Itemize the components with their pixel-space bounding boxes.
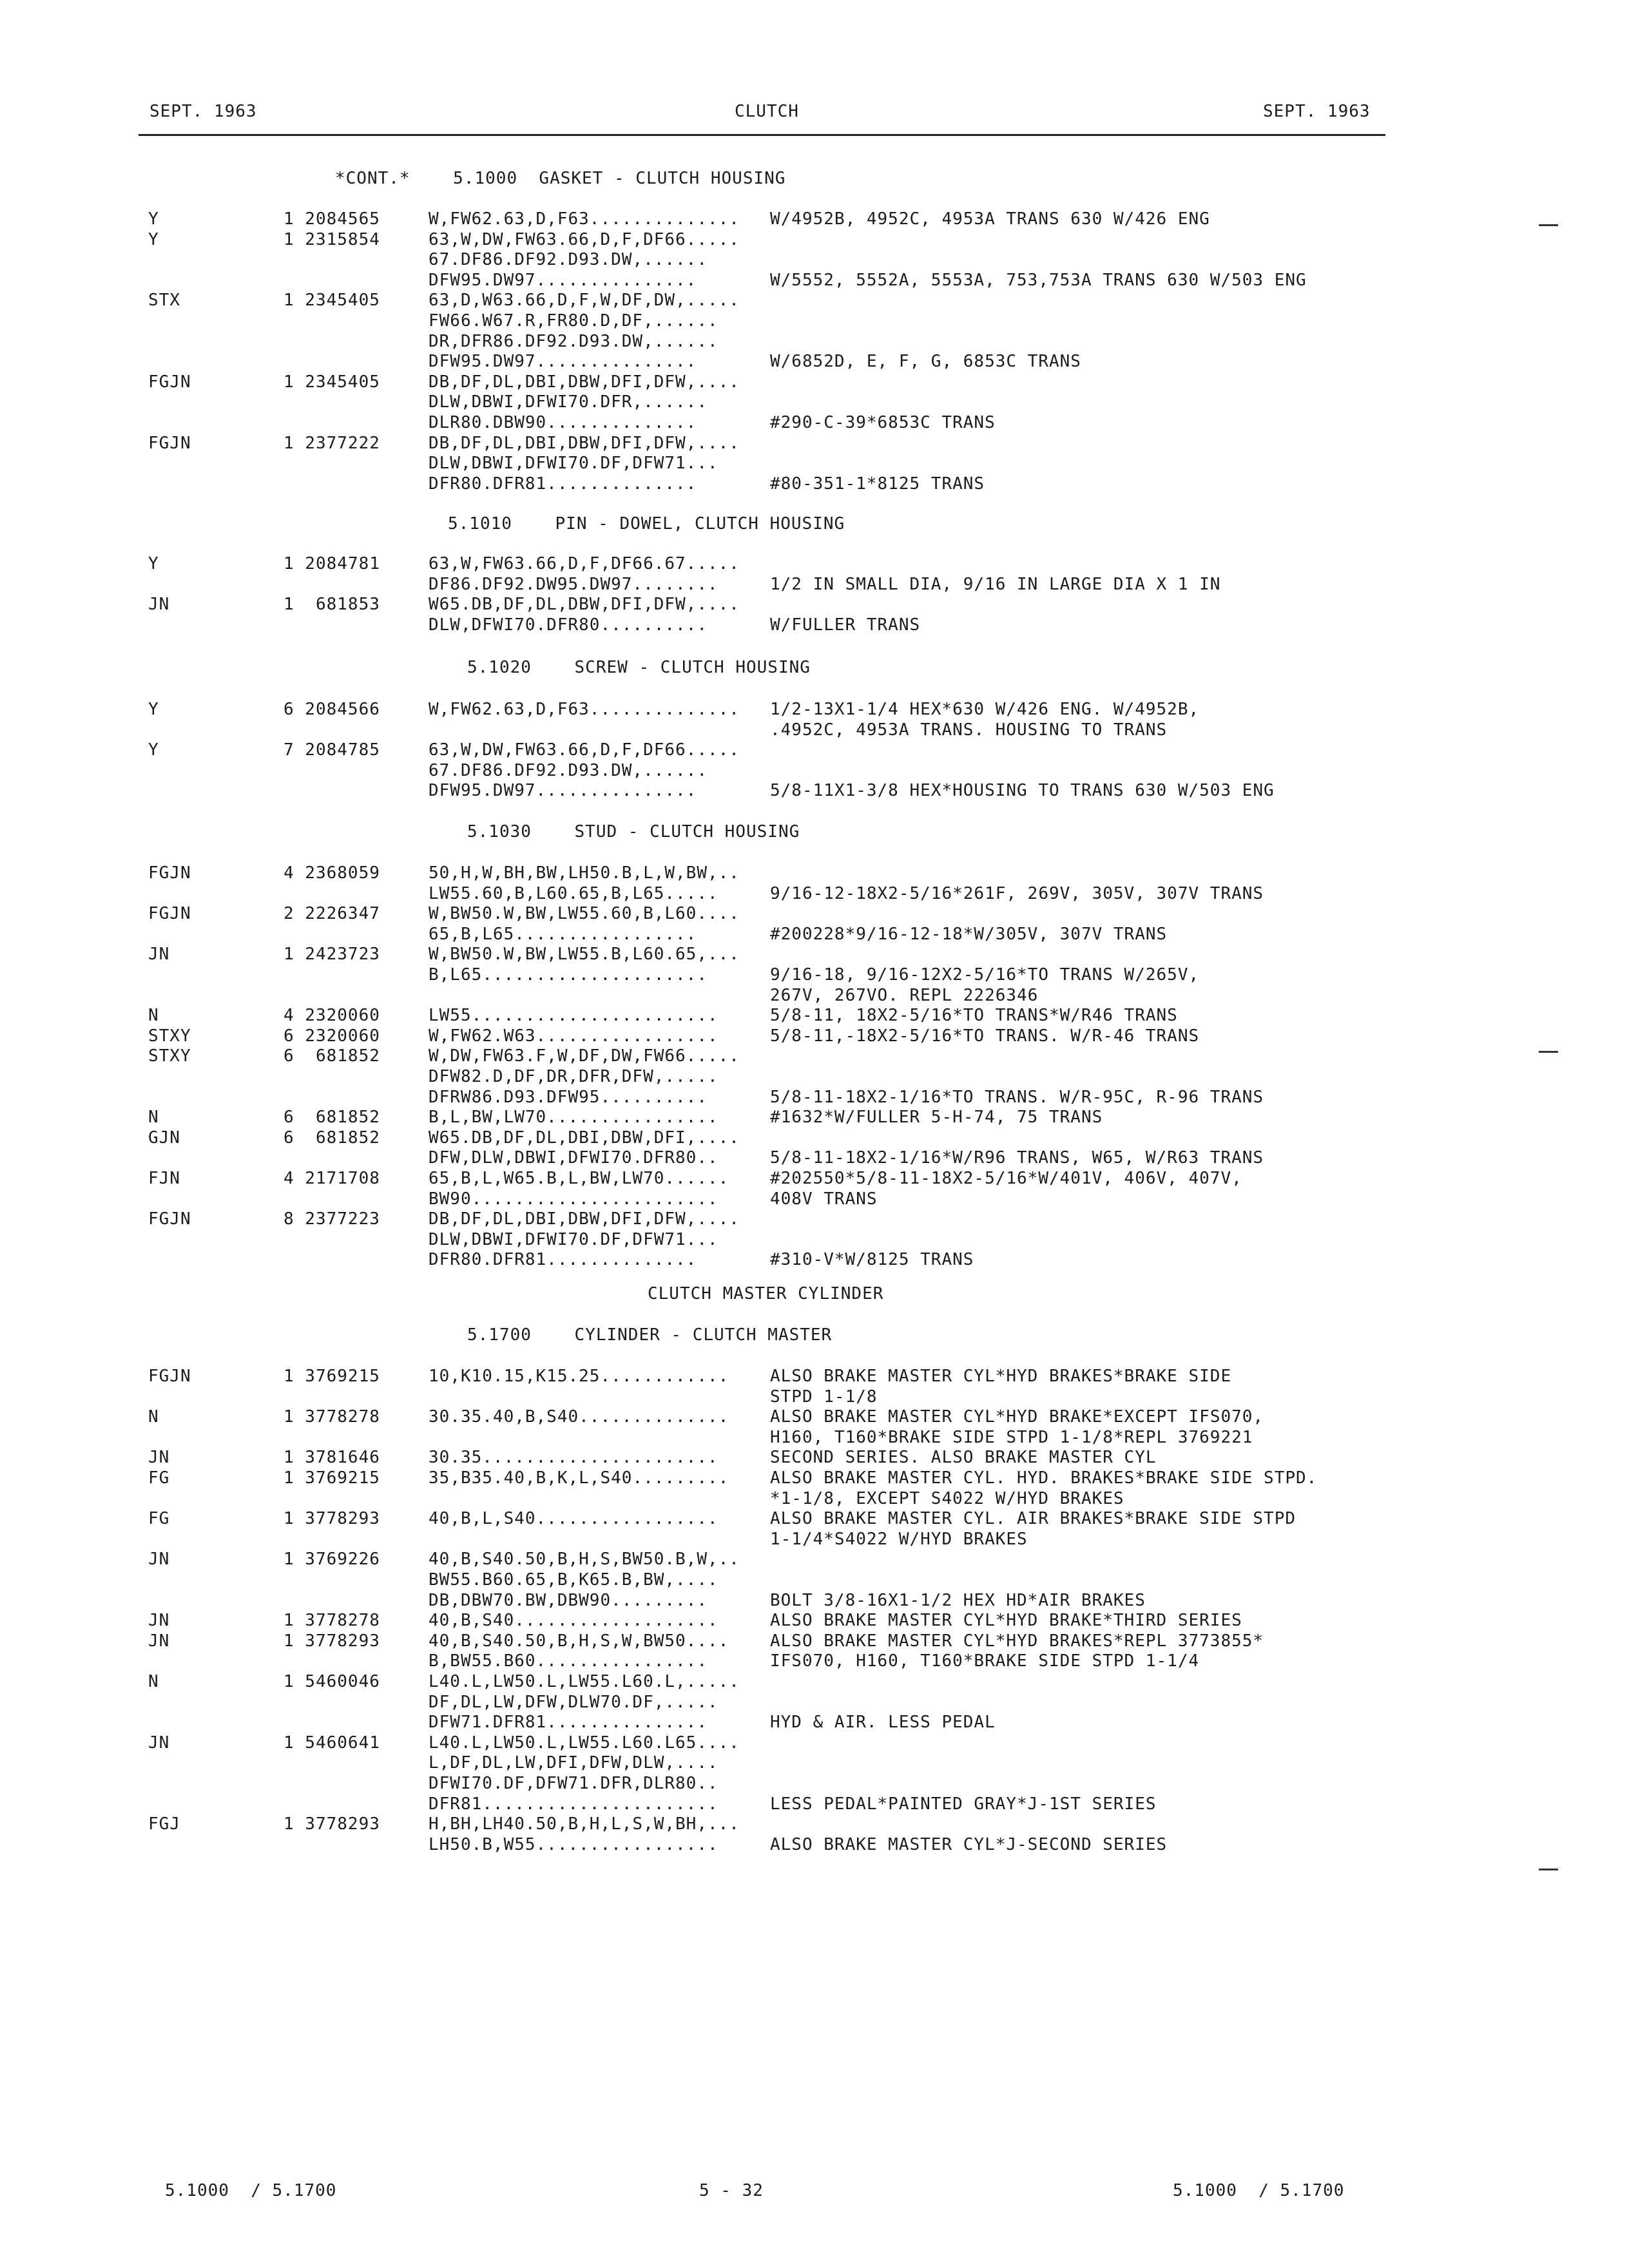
part-number: 1 3781646 [284, 1448, 380, 1468]
model-applicability: B,BW55.B60................ [429, 1651, 708, 1671]
model-applicability: 63,D,W63.66,D,F,W,DF,DW,..... [429, 291, 740, 311]
vehicle-code: FGJN [148, 1367, 191, 1386]
part-description: #80-351-1*8125 TRANS [770, 474, 985, 494]
model-applicability: DFW71.DFR81............... [429, 1713, 708, 1733]
header-title: CLUTCH [735, 102, 799, 121]
part-number: 1 2084565 [284, 209, 380, 229]
model-applicability: W,FW62.63,D,F63.............. [429, 700, 740, 719]
part-number: 1 2315854 [284, 229, 380, 249]
part-description: .4952C, 4953A TRANS. HOUSING TO TRANS [770, 720, 1168, 740]
part-description: W/6852D, E, F, G, 6853C TRANS [770, 352, 1081, 372]
part-description: 1/2-13X1-1/4 HEX*630 W/426 ENG. W/4952B, [770, 700, 1200, 719]
part-description: 1-1/4*S4022 W/HYD BRAKES [770, 1529, 1028, 1549]
model-applicability: DFW95.DW97............... [429, 270, 697, 290]
part-number: 6 681852 [284, 1046, 380, 1066]
part-number: 1 3769215 [284, 1367, 380, 1386]
model-applicability: FW66.W67.R,FR80.D,DF,...... [429, 311, 718, 331]
model-applicability: DLW,DBWI,DFWI70.DF,DFW71... [429, 454, 718, 474]
model-applicability: 65,B,L,W65.B,L,BW,LW70...... [429, 1169, 729, 1188]
vehicle-code: FGJN [148, 904, 191, 924]
model-applicability: 67.DF86.DF92.D93.DW,...... [429, 760, 708, 780]
model-applicability: DB,DF,DL,DBI,DBW,DFI,DFW,.... [429, 372, 740, 392]
part-number: 2 2226347 [284, 904, 380, 924]
vehicle-code: Y [148, 700, 159, 719]
part-number: 1 2377222 [284, 433, 380, 453]
vehicle-code: Y [148, 740, 159, 760]
part-description: ALSO BRAKE MASTER CYL*HYD BRAKE*EXCEPT IFS070, [770, 1407, 1264, 1427]
header-rule [139, 134, 1385, 136]
vehicle-code: N [148, 1006, 159, 1026]
model-applicability: 63,W,FW63.66,D,F,DF66.67..... [429, 554, 740, 573]
model-applicability: LW55.60,B,L60.65,B,L65..... [429, 883, 718, 903]
model-applicability: 30.35.40,B,S40.............. [429, 1407, 729, 1427]
model-applicability: DFRW86.D93.DFW95.......... [429, 1087, 708, 1107]
part-number: 1 2345405 [284, 291, 380, 311]
part-description: ALSO BRAKE MASTER CYL. HYD. BRAKES*BRAKE SIDE STPD. [770, 1468, 1318, 1488]
part-number: 1 3769226 [284, 1550, 380, 1570]
part-description: 9/16-12-18X2-5/16*261F, 269V, 305V, 307V TRANS [770, 883, 1264, 903]
part-number: 4 2171708 [284, 1169, 380, 1188]
part-description: #200228*9/16-12-18*W/305V, 307V TRANS [770, 924, 1168, 944]
vehicle-code: FGJN [148, 372, 191, 392]
part-number: 1 3778278 [284, 1611, 380, 1631]
vehicle-code: N [148, 1672, 159, 1691]
model-applicability: DLW,DBWI,DFWI70.DF,DFW71... [429, 1229, 718, 1249]
model-applicability: DFR81...................... [429, 1794, 718, 1814]
part-description: STPD 1-1/8 [770, 1387, 878, 1407]
part-description: HYD & AIR. LESS PEDAL [770, 1713, 996, 1733]
vehicle-code: GJN [148, 1128, 180, 1148]
part-number: 6 681852 [284, 1128, 380, 1148]
model-applicability: DFW82.D,DF,DR,DFR,DFW,..... [429, 1067, 718, 1086]
part-number: 6 681852 [284, 1108, 380, 1128]
part-number: 7 2084785 [284, 740, 380, 760]
vehicle-code: JN [148, 1448, 170, 1468]
model-applicability: DR,DFR86.DF92.D93.DW,...... [429, 331, 718, 351]
vehicle-code: FJN [148, 1169, 180, 1188]
part-number: 1 2345405 [284, 372, 380, 392]
part-number: 4 2320060 [284, 1006, 380, 1026]
model-applicability: DFW95.DW97............... [429, 352, 697, 372]
model-applicability: DLR80.DBW90.............. [429, 413, 697, 432]
part-description: 1/2 IN SMALL DIA, 9/16 IN LARGE DIA X 1 IN [770, 574, 1221, 594]
model-applicability: 10,K10.15,K15.25............ [429, 1367, 729, 1386]
margin-mark [1539, 1051, 1558, 1053]
vehicle-code: FGJN [148, 863, 191, 883]
header-date-left: SEPT. 1963 [149, 102, 257, 121]
part-description: #1632*W/FULLER 5-H-74, 75 TRANS [770, 1108, 1103, 1128]
part-description: ALSO BRAKE MASTER CYL*HYD BRAKE*THIRD SERIES [770, 1611, 1242, 1631]
part-description: 5/8-11,-18X2-5/16*TO TRANS. W/R-46 TRANS [770, 1026, 1200, 1046]
part-number: 1 3778278 [284, 1407, 380, 1427]
vehicle-code: JN [148, 1733, 170, 1753]
vehicle-code: Y [148, 554, 159, 573]
part-description: W/4952B, 4952C, 4953A TRANS 630 W/426 ENG [770, 209, 1210, 229]
model-applicability: 63,W,DW,FW63.66,D,F,DF66..... [429, 229, 740, 249]
section-title: 5.1020 SCREW - CLUTCH HOUSING [467, 658, 811, 677]
vehicle-code: FGJN [148, 433, 191, 453]
vehicle-code: N [148, 1108, 159, 1128]
vehicle-code: FG [148, 1509, 170, 1529]
model-applicability: DB,DBW70.BW,DBW90......... [429, 1590, 708, 1610]
model-applicability: DF86.DF92.DW95.DW97........ [429, 574, 718, 594]
part-description: BOLT 3/8-16X1-1/2 HEX HD*AIR BRAKES [770, 1590, 1146, 1610]
vehicle-code: FGJ [148, 1814, 180, 1834]
model-applicability: 67.DF86.DF92.D93.DW,...... [429, 250, 708, 270]
part-description: 5/8-11-18X2-1/16*TO TRANS. W/R-95C, R-96 TRANS [770, 1087, 1264, 1107]
part-description: 5/8-11X1-3/8 HEX*HOUSING TO TRANS 630 W/503 ENG [770, 781, 1275, 801]
header-date-right: SEPT. 1963 [1263, 102, 1371, 121]
model-applicability: DB,DF,DL,DBI,DBW,DFI,DFW,.... [429, 1209, 740, 1229]
model-applicability: DFW95.DW97............... [429, 781, 697, 801]
part-description: 5/8-11, 18X2-5/16*TO TRANS*W/R46 TRANS [770, 1006, 1178, 1026]
section-title: 5.1030 STUD - CLUTCH HOUSING [467, 822, 800, 841]
vehicle-code: Y [148, 209, 159, 229]
vehicle-code: N [148, 1407, 159, 1427]
part-number: 1 5460641 [284, 1733, 380, 1753]
part-description: IFS070, H160, T160*BRAKE SIDE STPD 1-1/4 [770, 1651, 1200, 1671]
model-applicability: 63,W,DW,FW63.66,D,F,DF66..... [429, 740, 740, 760]
model-applicability: W,FW62.63,D,F63.............. [429, 209, 740, 229]
footer-right: 5.1000 / 5.1700 [1173, 2181, 1345, 2200]
part-description: SECOND SERIES. ALSO BRAKE MASTER CYL [770, 1448, 1157, 1468]
part-description: *1-1/8, EXCEPT S4022 W/HYD BRAKES [770, 1488, 1124, 1508]
part-description: 408V TRANS [770, 1189, 878, 1209]
section-title: *CONT.* 5.1000 GASKET - CLUTCH HOUSING [335, 169, 786, 188]
model-applicability: 30.35...................... [429, 1448, 718, 1468]
model-applicability: 40,B,S40.50,B,H,S,BW50.B,W,.. [429, 1550, 740, 1570]
part-number: 6 2084566 [284, 700, 380, 719]
part-number: 1 681853 [284, 595, 380, 615]
part-number: 8 2377223 [284, 1209, 380, 1229]
section-title: 5.1010 PIN - DOWEL, CLUTCH HOUSING [448, 514, 845, 533]
part-description: W/5552, 5552A, 5553A, 753,753A TRANS 630 W/503 ENG [770, 270, 1307, 290]
model-applicability: L40.L,LW50.L,LW55.L60.L65.... [429, 1733, 740, 1753]
part-number: 1 2084781 [284, 554, 380, 573]
part-description: 9/16-18, 9/16-12X2-5/16*TO TRANS W/265V, [770, 965, 1200, 985]
model-applicability: DFR80.DFR81.............. [429, 474, 697, 494]
vehicle-code: FG [148, 1468, 170, 1488]
model-applicability: DFW,DLW,DBWI,DFWI70.DFR80.. [429, 1148, 718, 1168]
model-applicability: DB,DF,DL,DBI,DBW,DFI,DFW,.... [429, 433, 740, 453]
model-applicability: BW55.B60.65,B,K65.B,BW,.... [429, 1570, 718, 1590]
model-applicability: H,BH,LH40.50,B,H,L,S,W,BH,... [429, 1814, 740, 1834]
model-applicability: W,DW,FW63.F,W,DF,DW,FW66..... [429, 1046, 740, 1066]
part-description: ALSO BRAKE MASTER CYL*HYD BRAKES*BRAKE SIDE [770, 1367, 1232, 1386]
part-number: 1 3769215 [284, 1468, 380, 1488]
part-description: ALSO BRAKE MASTER CYL*HYD BRAKES*REPL 3773855* [770, 1631, 1264, 1651]
vehicle-code: JN [148, 945, 170, 965]
model-applicability: BW90....................... [429, 1189, 718, 1209]
margin-mark [1539, 1869, 1558, 1870]
part-description: #290-C-39*6853C TRANS [770, 413, 996, 432]
part-description: 5/8-11-18X2-1/16*W/R96 TRANS, W65, W/R63 TRANS [770, 1148, 1264, 1168]
vehicle-code: JN [148, 1611, 170, 1631]
vehicle-code: Y [148, 229, 159, 249]
model-applicability: B,L65..................... [429, 965, 708, 985]
part-description: H160, T160*BRAKE SIDE STPD 1-1/8*REPL 3769221 [770, 1427, 1253, 1447]
margin-mark [1539, 224, 1558, 226]
model-applicability: DFWI70.DF,DFW71.DFR,DLR80.. [429, 1774, 718, 1793]
part-number: 1 2423723 [284, 945, 380, 965]
model-applicability: L40.L,LW50.L,LW55.L60.L,..... [429, 1672, 740, 1691]
part-number: 1 3778293 [284, 1509, 380, 1529]
vehicle-code: STXY [148, 1026, 191, 1046]
vehicle-code: JN [148, 1631, 170, 1651]
model-applicability: L,DF,DL,LW,DFI,DFW,DLW,.... [429, 1753, 718, 1773]
model-applicability: W,BW50.W,BW,LW55.B,L60.65,... [429, 945, 740, 965]
model-applicability: W,BW50.W,BW,LW55.60,B,L60.... [429, 904, 740, 924]
model-applicability: 50,H,W,BH,BW,LH50.B,L,W,BW,.. [429, 863, 740, 883]
section-title: CLUTCH MASTER CYLINDER [648, 1284, 884, 1303]
model-applicability: 40,B,S40................... [429, 1611, 718, 1631]
part-number: 1 3778293 [284, 1814, 380, 1834]
vehicle-code: FGJN [148, 1209, 191, 1229]
model-applicability: W65.DB,DF,DL,DBI,DBW,DFI,.... [429, 1128, 740, 1148]
part-number: 1 5460046 [284, 1672, 380, 1691]
part-description: ALSO BRAKE MASTER CYL*J-SECOND SERIES [770, 1834, 1168, 1854]
part-number: 6 2320060 [284, 1026, 380, 1046]
vehicle-code: STXY [148, 1046, 191, 1066]
part-number: 4 2368059 [284, 863, 380, 883]
footer-left: 5.1000 / 5.1700 [165, 2181, 337, 2200]
part-description: #202550*5/8-11-18X2-5/16*W/401V, 406V, 407V, [770, 1169, 1242, 1188]
footer-page-number: 5 - 32 [699, 2181, 764, 2200]
vehicle-code: JN [148, 595, 170, 615]
model-applicability: W,FW62.W63................. [429, 1026, 718, 1046]
part-description: ALSO BRAKE MASTER CYL. AIR BRAKES*BRAKE SIDE STPD [770, 1509, 1296, 1529]
section-title: 5.1700 CYLINDER - CLUTCH MASTER [467, 1325, 833, 1345]
vehicle-code: STX [148, 291, 180, 311]
model-applicability: 35,B35.40,B,K,L,S40......... [429, 1468, 729, 1488]
part-description: LESS PEDAL*PAINTED GRAY*J-1ST SERIES [770, 1794, 1157, 1814]
model-applicability: LW55....................... [429, 1006, 718, 1026]
model-applicability: DLW,DBWI,DFWI70.DFR,...... [429, 392, 708, 412]
model-applicability: DF,DL,LW,DFW,DLW70.DF,..... [429, 1692, 718, 1712]
model-applicability: 40,B,L,S40................. [429, 1509, 718, 1529]
model-applicability: B,L,BW,LW70................ [429, 1108, 718, 1128]
part-description: 267V, 267VO. REPL 2226346 [770, 985, 1039, 1005]
part-description: #310-V*W/8125 TRANS [770, 1250, 974, 1270]
model-applicability: DFR80.DFR81.............. [429, 1250, 697, 1270]
model-applicability: 40,B,S40.50,B,H,S,W,BW50.... [429, 1631, 729, 1651]
part-description: W/FULLER TRANS [770, 615, 921, 635]
part-number: 1 3778293 [284, 1631, 380, 1651]
model-applicability: W65.DB,DF,DL,DBW,DFI,DFW,.... [429, 595, 740, 615]
model-applicability: DLW,DFWI70.DFR80.......... [429, 615, 708, 635]
model-applicability: LH50.B,W55................. [429, 1834, 718, 1854]
vehicle-code: JN [148, 1550, 170, 1570]
model-applicability: 65,B,L65................. [429, 924, 697, 944]
